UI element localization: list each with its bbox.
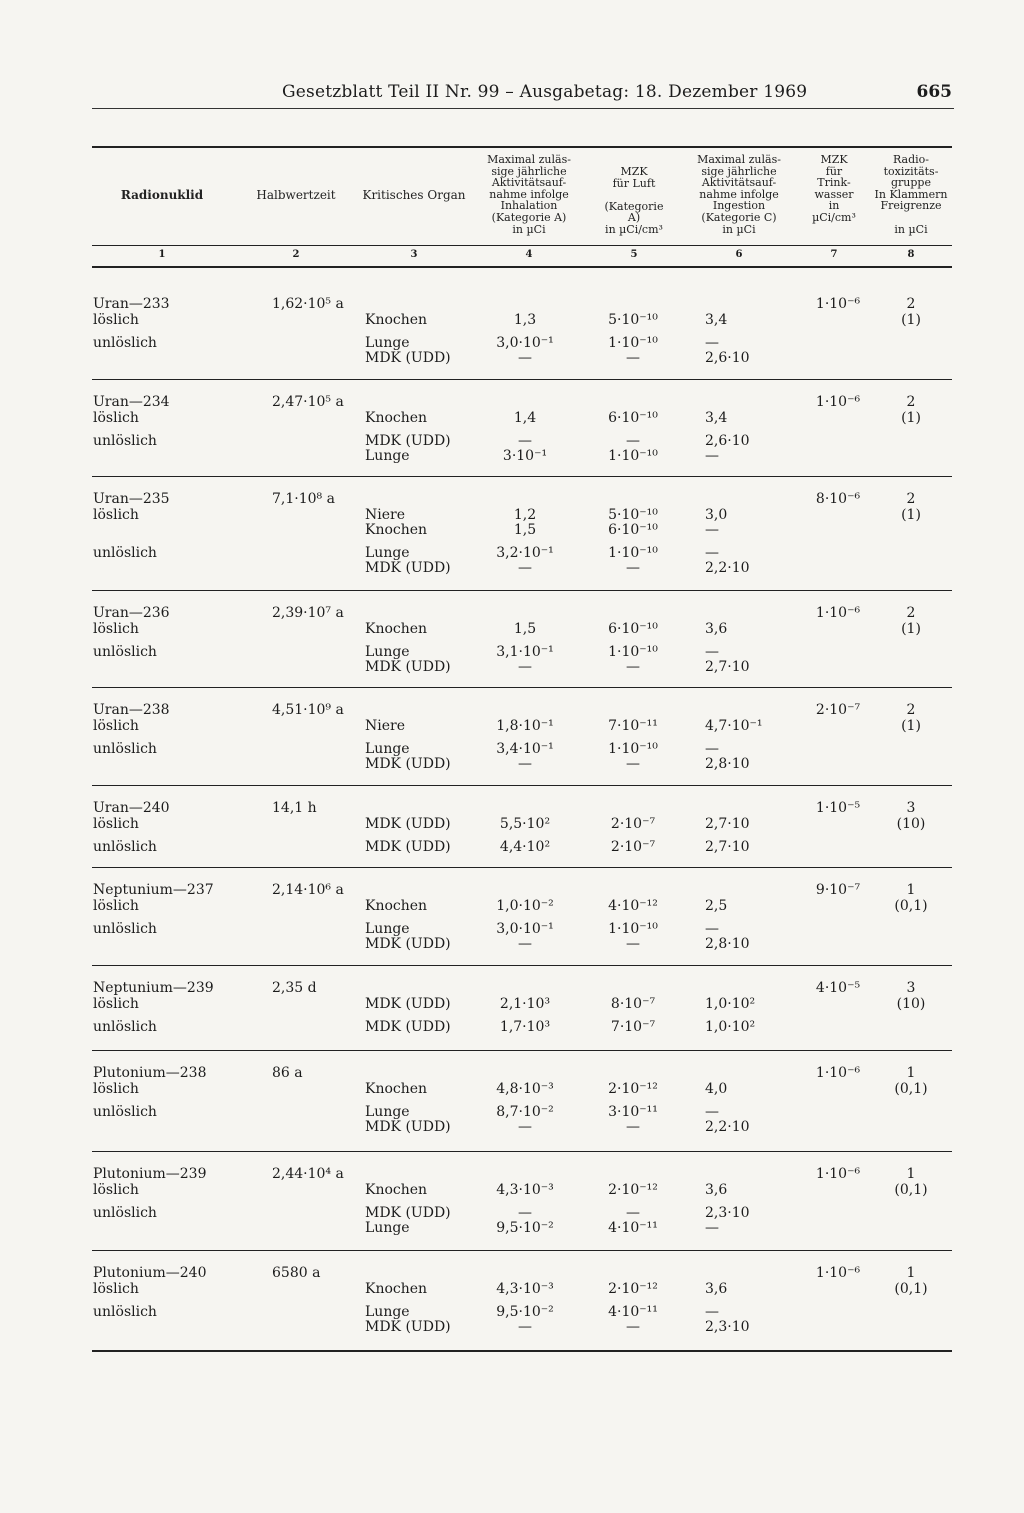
column-header-halbwertzeit: Halbwertzeit [256,188,336,202]
column-number: 8 [907,249,915,260]
exemption-limit: (1) [901,312,921,328]
inhalation-value: 2,1·10³ [499,996,551,1012]
drinking-water-value: 1·10⁻⁶ [815,1065,861,1081]
column-header-inhalation: Maximal zuläs- sige jährliche Aktivitätsauf- nahme infolge Inhalation (Kategorie A) in µCi [487,153,571,236]
inhalation-value: 1,0·10⁻² [496,898,554,914]
ingestion-value: 2,8·10 [705,756,750,772]
inhalation-value: 4,4·10² [499,839,551,855]
critical-organ: MDK (UDD) [365,839,451,855]
air-concentration-value: 5·10⁻¹⁰ [608,312,658,328]
air-concentration-value: 6·10⁻¹⁰ [608,522,658,538]
nuclide-name: Uran—234 [93,394,170,410]
solubility-label: unlöslich [93,644,157,660]
critical-organ: MDK (UDD) [365,433,451,449]
inhalation-value: — [518,1319,532,1335]
column-number: 2 [292,249,300,260]
nuclide-name: Uran—236 [93,605,170,621]
air-concentration-value: 2·10⁻¹² [608,1182,658,1198]
critical-organ: MDK (UDD) [365,560,451,576]
air-concentration-value: — [626,756,640,772]
toxicity-group: 1 [906,882,916,898]
ingestion-value: 3,6 [705,1182,728,1198]
row-separator [92,1151,952,1152]
nuclide-name: Uran—233 [93,296,170,312]
inhalation-value: 8,7·10⁻² [496,1104,554,1120]
row-separator [92,785,952,786]
critical-organ: MDK (UDD) [365,756,451,772]
air-concentration-value: 6·10⁻¹⁰ [608,621,658,637]
air-concentration-value: — [626,1319,640,1335]
ingestion-value: 2,8·10 [705,936,750,952]
inhalation-value: 1,7·10³ [499,1019,551,1035]
critical-organ: Knochen [365,621,428,637]
drinking-water-value: 1·10⁻⁶ [815,1265,861,1281]
drinking-water-value: 1·10⁻⁵ [815,800,861,816]
nuclide-name: Neptunium—237 [93,882,214,898]
critical-organ: Knochen [365,1182,428,1198]
critical-organ: MDK (UDD) [365,1205,451,1221]
critical-organ: Lunge [365,741,410,757]
inhalation-value: 4,3·10⁻³ [496,1281,554,1297]
air-concentration-value: 2·10⁻¹² [608,1081,658,1097]
nuclide-name: Uran—235 [93,491,170,507]
drinking-water-value: 8·10⁻⁶ [815,491,861,507]
critical-organ: MDK (UDD) [365,996,451,1012]
inhalation-value: 3,0·10⁻¹ [496,335,554,351]
critical-organ: Lunge [365,1304,410,1320]
solubility-label: löslich [93,507,139,523]
air-concentration-value: — [626,560,640,576]
ingestion-value: 1,0·10² [705,1019,756,1035]
ingestion-value: 3,6 [705,621,728,637]
header-rule [92,245,952,246]
ingestion-value: 2,3·10 [705,1205,750,1221]
column-number: 6 [735,249,743,260]
ingestion-value: — [705,921,719,937]
exemption-limit: (10) [896,816,926,832]
air-concentration-value: 4·10⁻¹¹ [608,1304,658,1320]
solubility-label: löslich [93,312,139,328]
toxicity-group: 3 [906,800,916,816]
solubility-label: löslich [93,816,139,832]
critical-organ: Knochen [365,1081,428,1097]
air-concentration-value: — [626,1205,640,1221]
solubility-label: unlöslich [93,335,157,351]
inhalation-value: 3,4·10⁻¹ [496,741,554,757]
inhalation-value: 1,4 [513,410,537,426]
column-number: 1 [158,249,166,260]
row-separator [92,1250,952,1251]
column-number: 3 [410,249,418,260]
air-concentration-value: 2·10⁻⁷ [610,816,656,832]
ingestion-value: 2,3·10 [705,1319,750,1335]
half-life: 6580 a [272,1265,321,1281]
row-separator [92,965,952,966]
toxicity-group: 2 [906,296,916,312]
ingestion-value: — [705,335,719,351]
air-concentration-value: — [626,936,640,952]
drinking-water-value: 1·10⁻⁶ [815,296,861,312]
inhalation-value: — [518,350,532,366]
air-concentration-value: 1·10⁻¹⁰ [608,921,658,937]
ingestion-value: — [705,522,719,538]
critical-organ: MDK (UDD) [365,1319,451,1335]
critical-organ: Lunge [365,545,410,561]
ingestion-value: — [705,1104,719,1120]
drinking-water-value: 1·10⁻⁶ [815,394,861,410]
air-concentration-value: 1·10⁻¹⁰ [608,335,658,351]
inhalation-value: 9,5·10⁻² [496,1304,554,1320]
column-header-kritisches-organ: Kritisches Organ [362,188,466,202]
solubility-label: unlöslich [93,839,157,855]
row-separator [92,1350,952,1352]
exemption-limit: (1) [901,507,921,523]
ingestion-value: 3,4 [705,312,728,328]
air-concentration-value: — [626,659,640,675]
air-concentration-value: 1·10⁻¹⁰ [608,545,658,561]
air-concentration-value: — [626,433,640,449]
critical-organ: Knochen [365,410,428,426]
air-concentration-value: 5·10⁻¹⁰ [608,507,658,523]
half-life: 2,47·10⁵ a [272,394,344,410]
column-header-ingestion: Maximal zuläs- sige jährliche Aktivitätsauf- nahme infolge Ingestion (Kategorie C) in µCi [697,153,781,236]
solubility-label: löslich [93,1081,139,1097]
nuclide-name: Uran—240 [93,800,170,816]
column-header-toxizitaet: Radio- toxizitäts- gruppe In Klammern Freigrenze in µCi [874,153,948,236]
drinking-water-value: 9·10⁻⁷ [815,882,861,898]
half-life: 2,39·10⁷ a [272,605,344,621]
column-number: 5 [630,249,638,260]
ingestion-value: 2,7·10 [705,659,750,675]
inhalation-value: 1,8·10⁻¹ [496,718,554,734]
air-concentration-value: 4·10⁻¹² [608,898,658,914]
critical-organ: Lunge [365,921,410,937]
inhalation-value: — [518,756,532,772]
solubility-label: löslich [93,1182,139,1198]
exemption-limit: (1) [901,410,921,426]
ingestion-value: 2,5 [705,898,728,914]
row-separator [92,379,952,380]
critical-organ: Knochen [365,898,428,914]
nuclide-name: Plutonium—239 [93,1166,207,1182]
ingestion-value: 2,7·10 [705,839,750,855]
exemption-limit: (0,1) [894,1182,928,1198]
critical-organ: Knochen [365,312,428,328]
air-concentration-value: 1·10⁻¹⁰ [608,741,658,757]
toxicity-group: 1 [906,1065,916,1081]
inhalation-value: 1,5 [513,522,537,538]
ingestion-value: — [705,644,719,660]
exemption-limit: (10) [896,996,926,1012]
critical-organ: MDK (UDD) [365,816,451,832]
column-header-mzk-wasser: MZK für Trink- wasser in µCi/cm³ [812,153,856,224]
toxicity-group: 1 [906,1166,916,1182]
inhalation-value: 5,5·10² [499,816,551,832]
page-header [92,82,954,109]
column-header-mzk-luft: MZK für Luft (Kategorie A) in µCi/cm³ [604,165,664,236]
drinking-water-value: 4·10⁻⁵ [815,980,861,996]
ingestion-value: 2,7·10 [705,816,750,832]
column-header-radionuklid: Radionuklid [120,188,204,202]
critical-organ: Knochen [365,522,428,538]
ingestion-value: — [705,545,719,561]
critical-organ: Lunge [365,644,410,660]
toxicity-group: 2 [906,605,916,621]
solubility-label: unlöslich [93,1019,157,1035]
half-life: 2,14·10⁶ a [272,882,344,898]
air-concentration-value: 7·10⁻⁷ [610,1019,656,1035]
air-concentration-value: — [626,350,640,366]
air-concentration-value: 2·10⁻⁷ [610,839,656,855]
air-concentration-value: 1·10⁻¹⁰ [608,448,658,464]
nuclide-name: Neptunium—239 [93,980,214,996]
column-number: 4 [525,249,533,260]
inhalation-value: — [518,560,532,576]
header-title: Gesetzblatt Teil II Nr. 99 – Ausgabetag: 18. Dezember 1969 [282,82,808,102]
inhalation-value: 3,2·10⁻¹ [496,545,554,561]
nuclide-name: Plutonium—238 [93,1065,207,1081]
inhalation-value: — [518,1119,532,1135]
air-concentration-value: 8·10⁻⁷ [610,996,656,1012]
exemption-limit: (0,1) [894,1281,928,1297]
ingestion-value: 2,6·10 [705,433,750,449]
critical-organ: MDK (UDD) [365,350,451,366]
toxicity-group: 2 [906,394,916,410]
toxicity-group: 2 [906,491,916,507]
half-life: 7,1·10⁸ a [272,491,335,507]
solubility-label: löslich [93,410,139,426]
column-number: 7 [830,249,838,260]
exemption-limit: (1) [901,621,921,637]
ingestion-value: 2,2·10 [705,560,750,576]
inhalation-value: — [518,659,532,675]
solubility-label: löslich [93,898,139,914]
inhalation-value: 1,5 [513,621,537,637]
nuclide-name: Plutonium—240 [93,1265,207,1281]
row-separator [92,590,952,591]
inhalation-value: — [518,1205,532,1221]
half-life: 86 a [272,1065,303,1081]
critical-organ: Niere [365,507,405,523]
solubility-label: löslich [93,718,139,734]
inhalation-value: 1,2 [513,507,537,523]
half-life: 14,1 h [272,800,317,816]
ingestion-value: 2,6·10 [705,350,750,366]
inhalation-value: 3,0·10⁻¹ [496,921,554,937]
solubility-label: unlöslich [93,921,157,937]
solubility-label: unlöslich [93,433,157,449]
ingestion-value: 4,7·10⁻¹ [705,718,763,734]
critical-organ: Lunge [365,335,410,351]
ingestion-value: — [705,741,719,757]
row-separator [92,687,952,688]
drinking-water-value: 1·10⁻⁶ [815,605,861,621]
critical-organ: Niere [365,718,405,734]
ingestion-value: 3,6 [705,1281,728,1297]
nuclide-name: Uran—238 [93,702,170,718]
ingestion-value: 3,4 [705,410,728,426]
page-number: 665 [916,82,952,102]
toxicity-group: 2 [906,702,916,718]
exemption-limit: (0,1) [894,898,928,914]
solubility-label: unlöslich [93,1304,157,1320]
exemption-limit: (1) [901,718,921,734]
solubility-label: löslich [93,621,139,637]
colnum-rule [92,266,952,268]
drinking-water-value: 1·10⁻⁶ [815,1166,861,1182]
solubility-label: unlöslich [93,545,157,561]
inhalation-value: 4,8·10⁻³ [496,1081,554,1097]
inhalation-value: — [518,433,532,449]
row-separator [92,867,952,868]
row-separator [92,1050,952,1051]
inhalation-value: 3,1·10⁻¹ [496,644,554,660]
critical-organ: Lunge [365,448,410,464]
table-top-rule [92,146,952,148]
ingestion-value: 4,0 [705,1081,728,1097]
solubility-label: löslich [93,996,139,1012]
inhalation-value: 3·10⁻¹ [502,448,548,464]
inhalation-value: 1,3 [513,312,537,328]
inhalation-value: — [518,936,532,952]
row-separator [92,476,952,477]
ingestion-value: 3,0 [705,507,728,523]
ingestion-value: 1,0·10² [705,996,756,1012]
solubility-label: löslich [93,1281,139,1297]
air-concentration-value: 4·10⁻¹¹ [608,1220,658,1236]
half-life: 4,51·10⁹ a [272,702,344,718]
critical-organ: MDK (UDD) [365,1119,451,1135]
air-concentration-value: 7·10⁻¹¹ [608,718,658,734]
critical-organ: Lunge [365,1220,410,1236]
half-life: 2,35 d [272,980,317,996]
ingestion-value: 2,2·10 [705,1119,750,1135]
half-life: 2,44·10⁴ a [272,1166,344,1182]
solubility-label: unlöslich [93,1104,157,1120]
solubility-label: unlöslich [93,1205,157,1221]
solubility-label: unlöslich [93,741,157,757]
ingestion-value: — [705,1304,719,1320]
ingestion-value: — [705,1220,719,1236]
air-concentration-value: — [626,1119,640,1135]
drinking-water-value: 2·10⁻⁷ [815,702,861,718]
critical-organ: MDK (UDD) [365,659,451,675]
inhalation-value: 4,3·10⁻³ [496,1182,554,1198]
toxicity-group: 3 [906,980,916,996]
exemption-limit: (0,1) [894,1081,928,1097]
half-life: 1,62·10⁵ a [272,296,344,312]
inhalation-value: 9,5·10⁻² [496,1220,554,1236]
air-concentration-value: 3·10⁻¹¹ [608,1104,658,1120]
air-concentration-value: 2·10⁻¹² [608,1281,658,1297]
critical-organ: Lunge [365,1104,410,1120]
air-concentration-value: 6·10⁻¹⁰ [608,410,658,426]
critical-organ: Knochen [365,1281,428,1297]
toxicity-group: 1 [906,1265,916,1281]
critical-organ: MDK (UDD) [365,936,451,952]
ingestion-value: — [705,448,719,464]
air-concentration-value: 1·10⁻¹⁰ [608,644,658,660]
critical-organ: MDK (UDD) [365,1019,451,1035]
